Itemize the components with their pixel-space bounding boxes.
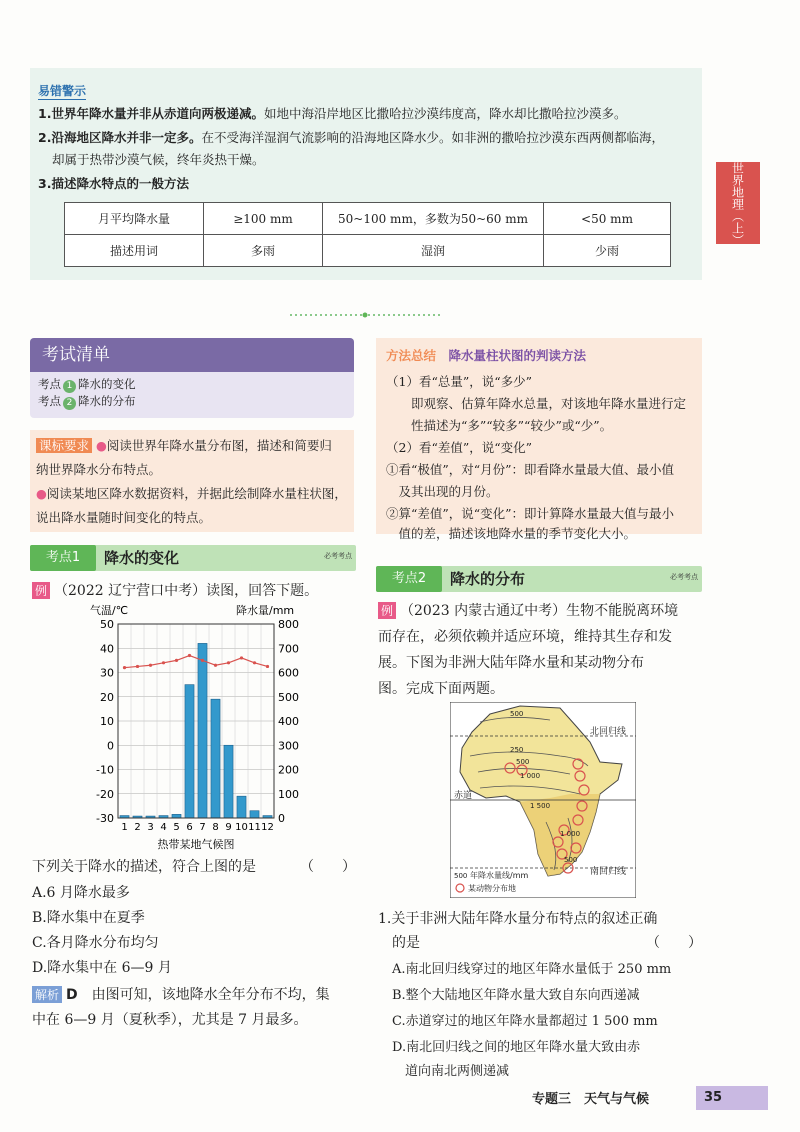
month-label: 6 — [186, 822, 193, 833]
legend-isoline-value: 500 — [454, 872, 468, 880]
method-line: （1）看“总量”，说“多少” — [386, 374, 533, 389]
right-tick-label: 400 — [278, 715, 299, 728]
left-tick-label: 50 — [100, 618, 114, 631]
iso-label: 500 — [516, 758, 530, 766]
q2-paren: （ ） — [646, 935, 702, 951]
kp2-must: 必考考点 — [670, 573, 698, 581]
precip-bar-10 — [237, 796, 246, 818]
left-tick-label: 40 — [100, 642, 114, 656]
kp2-header — [376, 566, 702, 592]
curriculum-label: 课标要求 — [36, 438, 92, 453]
q1-option-d: D.降水集中在 6—9 月 — [32, 960, 172, 976]
warning-panel — [30, 68, 702, 280]
curriculum-text: 阅读某地区降水数据资料，并据此绘制降水量柱状图， — [46, 486, 347, 501]
temperature-point-7 — [201, 659, 204, 662]
q2-stem-3: 展。下图为非洲大陆年降水量和某动物分布 — [378, 655, 644, 671]
right-tick-label: 800 — [278, 618, 299, 631]
month-label: 5 — [173, 822, 180, 833]
exam-list-item: 考点 2 降水的分布 — [38, 394, 136, 408]
kp1-must: 必考考点 — [324, 552, 352, 560]
curriculum-text: 说出降水量随时间变化的特点。 — [36, 510, 212, 525]
method-summary-box — [376, 338, 702, 541]
precip-description-table — [64, 202, 671, 267]
left-tick-label: 30 — [100, 666, 114, 680]
curriculum-text: 阅读世界年降水量分布图，描述和简要归 — [106, 438, 332, 453]
temperature-point-6 — [188, 654, 191, 657]
right-tick-label: 700 — [278, 642, 299, 656]
table-cell: ≥100 mm — [204, 203, 323, 235]
left-tick-label: -10 — [96, 763, 114, 777]
q2-option-c: C.赤道穿过的地区年降水量都超过 1 500 mm — [392, 1014, 658, 1029]
warning-item-2: 2.沿海地区降水并非一定多。在不受海洋湿润气流影响的沿海地区降水少。如非洲的撒哈拉沙漠东西两侧都临海， — [38, 130, 664, 145]
warning-tag: 易错警示 — [38, 84, 87, 98]
divider-dots — [290, 312, 440, 318]
kp2-badge: 考点2 — [376, 566, 442, 592]
right-tick-label: 300 — [278, 739, 299, 753]
method-header: 方法总结 降水量柱状图的判读方法 — [386, 348, 587, 363]
right-tick-label: 600 — [278, 666, 299, 680]
chart-title: 热带某地气候图 — [157, 838, 235, 851]
method-line: 性描述为“多”“较多”“较少”或“少”。 — [386, 418, 613, 433]
precip-bar-9 — [224, 745, 233, 818]
precip-bar-5 — [172, 814, 181, 818]
footer-topic: 专题三 天气与气候 — [532, 1092, 650, 1107]
legend-circle: 某动物分布地 — [468, 884, 516, 893]
equator-label: 赤道 — [454, 791, 473, 801]
q1-analysis-cont: 中在 6—9 月（夏秋季），尤其是 7 月最多。 — [32, 1012, 308, 1028]
side-tab: 世界地理（上） — [716, 162, 760, 244]
q2-option-a: A.南北回归线穿过的地区年降水量低于 250 mm — [392, 962, 672, 977]
month-label: 8 — [212, 822, 219, 833]
method-line: ②算“差值”，说“变化”：即计算降水量最大值与最小 — [386, 506, 675, 521]
iso-label: 1 500 — [530, 802, 551, 810]
left-tick-label: 20 — [100, 690, 114, 704]
table-cell: 描述用词 — [65, 235, 204, 267]
left-tick-label: 0 — [107, 739, 114, 753]
table-cell: 湿润 — [323, 235, 544, 267]
q2-stem-4: 图。完成下面两题。 — [378, 681, 504, 697]
q2-option-b: B.整个大陆地区年降水量大致自东向西递减 — [392, 988, 640, 1003]
temperature-point-11 — [253, 661, 256, 664]
right-tick-label: 0 — [278, 812, 285, 825]
table-cell: <50 mm — [544, 203, 671, 235]
chart-right-axis-label: 降水量/mm — [236, 604, 295, 617]
page-number: 35 — [696, 1086, 768, 1110]
temperature-point-1 — [123, 666, 126, 669]
method-line: ①看“极值”，对“月份”：即看降水量最大值、最小值 — [386, 462, 675, 477]
temperature-point-12 — [266, 665, 269, 668]
exam-list — [30, 338, 354, 418]
q1-stem: 例 （2022 辽宁营口中考）读图，回答下题。 — [32, 580, 318, 600]
table-cell: 多雨 — [204, 235, 323, 267]
warning-item-2-cont: 却属于热带沙漠气候，终年炎热干燥。 — [52, 152, 265, 167]
temperature-point-4 — [162, 661, 165, 664]
iso-label: 250 — [510, 746, 524, 754]
q1-option-c: C.各月降水分布均匀 — [32, 935, 159, 951]
q2-question: 1.关于非洲大陆年降水量分布特点的叙述正确 — [378, 911, 658, 927]
kp1-title: 降水的变化 — [104, 549, 180, 567]
iso-label: 1 000 — [520, 772, 541, 780]
q1-question: 下列关于降水的描述，符合上图的是 — [32, 859, 256, 875]
right-tick-label: 200 — [278, 763, 299, 777]
precip-bar-7 — [198, 643, 207, 818]
table-cell: 少雨 — [544, 235, 671, 267]
iso-label: 500 — [510, 710, 524, 718]
month-label: 1 — [121, 822, 128, 833]
south-tropic-label: 南回归线 — [590, 867, 627, 877]
table-cell: 月平均降水量 — [65, 203, 204, 235]
temperature-point-3 — [149, 664, 152, 667]
temperature-point-9 — [227, 661, 230, 664]
precip-bar-8 — [211, 699, 220, 818]
q2-stem-1: 例 （2023 内蒙古通辽中考）生物不能脱离环境 — [378, 600, 678, 620]
right-tick-label: 100 — [278, 787, 299, 801]
q1-option-a: A.6 月降水最多 — [32, 885, 130, 901]
month-label: 3 — [147, 822, 154, 833]
q2-option-d-cont: 道向南北两侧递减 — [392, 1064, 510, 1079]
temperature-point-2 — [136, 665, 139, 668]
north-tropic-label: 北回归线 — [590, 727, 627, 737]
month-label: 7 — [199, 822, 206, 833]
q1-paren: （ ） — [300, 859, 356, 875]
left-tick-label: -30 — [96, 812, 114, 825]
exam-list-item: 考点 1 降水的变化 — [38, 377, 136, 391]
iso-label: 500 — [564, 856, 578, 864]
precip-bar-6 — [185, 685, 194, 818]
month-label: 11 — [248, 822, 261, 833]
month-label: 9 — [225, 822, 232, 833]
kp1-badge: 考点1 — [30, 545, 96, 571]
q1-analysis: 解析 D 由图可知，该地降水全年分布不均，集 — [32, 984, 330, 1004]
right-tick-label: 500 — [278, 690, 299, 704]
temperature-point-8 — [214, 664, 217, 667]
q1-option-b: B.降水集中在夏季 — [32, 910, 145, 926]
chart-left-axis-label: 气温/℃ — [90, 604, 129, 617]
month-label: 2 — [134, 822, 141, 833]
method-line: （2）看“差值”，说“变化” — [386, 440, 533, 455]
q2-question-cont: 的是 — [392, 935, 420, 951]
curriculum-box: 课标要求 ●阅读世界年降水量分布图，描述和简要归 纳世界降水分布特点。 ●阅读某地区降水数据资料，并据此绘制降水量柱状图， 说出降水量随时间变化的特点。 — [30, 430, 354, 532]
method-line: 即观察、估算年降水总量，对该地年降水量进行定 — [386, 396, 687, 411]
method-line: 值的差，描述该地降水量的季节变化大小。 — [386, 526, 637, 541]
warning-item-1: 1.世界年降水量并非从赤道向两极递减。如地中海沿岸地区比撒哈拉沙漠纬度高，降水却比撒哈拉沙漠多。 — [38, 106, 627, 121]
exam-list-header: 考试清单 — [30, 338, 354, 372]
month-label: 4 — [160, 822, 167, 833]
left-tick-label: 10 — [100, 715, 114, 728]
curriculum-text: 纳世界降水分布特点。 — [36, 462, 162, 477]
method-line: 及其出现的月份。 — [386, 484, 499, 499]
q2-option-d: D.南北回归线之间的地区年降水量大致由赤 — [392, 1040, 641, 1055]
q2-stem-2: 而存在，必须依赖并适应环境，维持其生存和发 — [378, 629, 672, 645]
kp2-title: 降水的分布 — [450, 570, 526, 588]
temperature-point-5 — [175, 659, 178, 662]
month-label: 12 — [261, 822, 274, 833]
climate-chart — [80, 602, 320, 852]
temperature-point-10 — [240, 656, 243, 659]
month-label: 10 — [235, 822, 248, 833]
africa-map — [450, 702, 636, 898]
precip-bar-11 — [250, 811, 259, 818]
legend-isoline: 年降水量线/mm — [470, 871, 529, 880]
left-tick-label: -20 — [96, 787, 114, 801]
table-cell: 50~100 mm，多数为50~60 mm — [323, 203, 544, 235]
kp1-header — [30, 545, 356, 571]
iso-label: 1 000 — [560, 830, 581, 838]
warning-item-3: 3.描述降水特点的一般方法 — [38, 176, 189, 191]
